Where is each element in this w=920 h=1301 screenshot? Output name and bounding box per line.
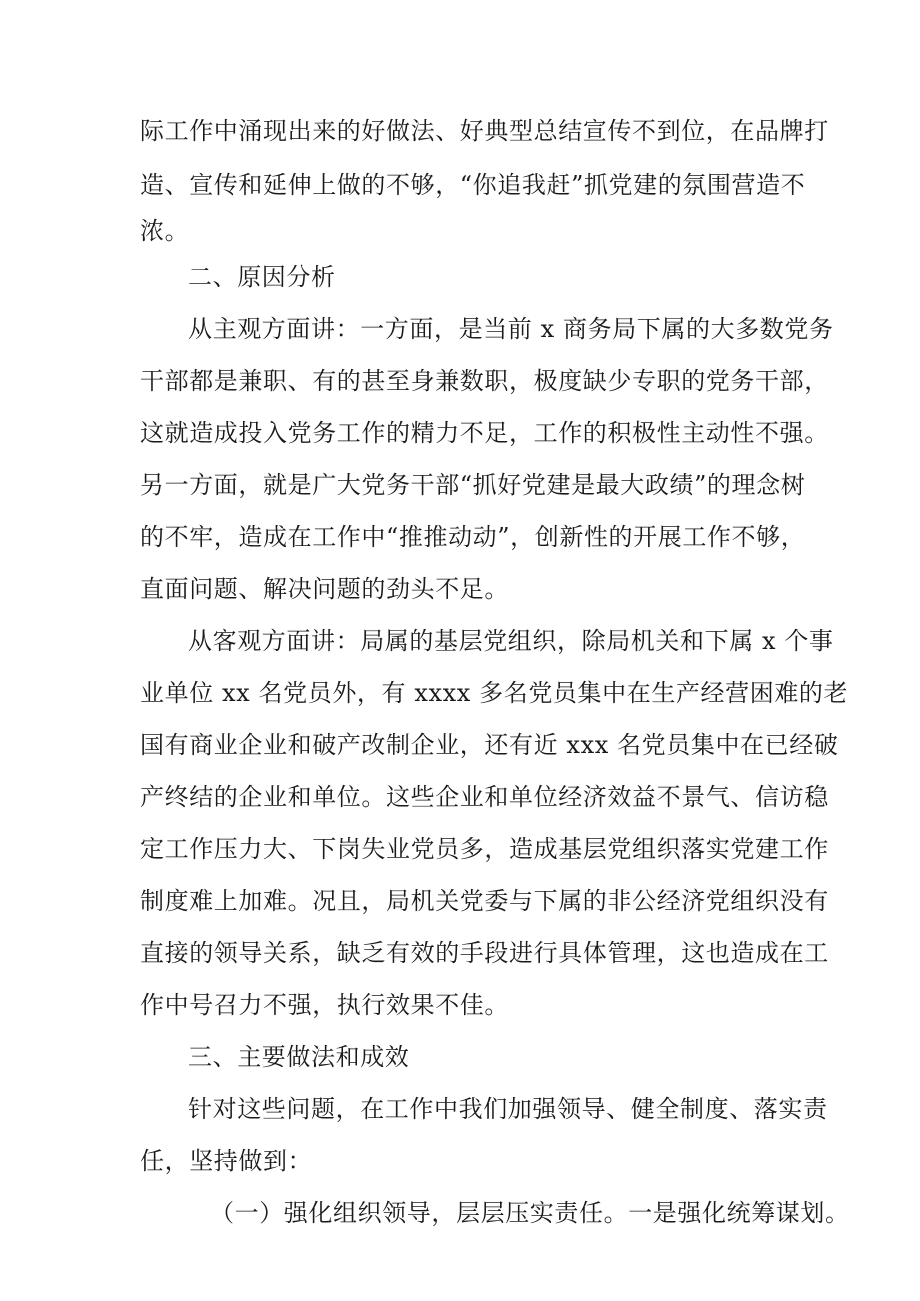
paragraph-line: 浓。 (140, 217, 190, 245)
paragraph-line: 从客观方面讲：局属的基层党组织，除局机关和下属 x 个事 (188, 627, 834, 655)
section-heading: 二、原因分析 (188, 263, 336, 291)
paragraph-line: 作中号召力不强，执行效果不佳。 (140, 991, 509, 1019)
paragraph-line: 国有商业企业和破产改制企业，还有近 xxx 名党员集中在已经破 (140, 731, 839, 759)
paragraph-line: 产终结的企业和单位。这些企业和单位经济效益不景气、信访稳 (140, 783, 829, 811)
paragraph-line: 制度难上加难。况且，局机关党委与下属的非公经济党组织没有 (140, 887, 829, 915)
paragraph-line: 针对这些问题，在工作中我们加强领导、健全制度、落实责 (188, 1095, 828, 1123)
paragraph-line: 任，坚持做到： (140, 1147, 313, 1175)
section-heading: 三、主要做法和成效 (188, 1043, 410, 1071)
paragraph-line: 造、宣传和延伸上做的不够，“你追我赶”抓党建的氛围营造不 (140, 171, 806, 199)
paragraph-line: 直面问题、解决问题的劲头不足。 (140, 575, 509, 603)
paragraph-line: 际工作中涌现出来的好做法、好典型总结宣传不到位，在品牌打 (140, 117, 829, 145)
paragraph-line: 这就造成投入党务工作的精力不足，工作的积极性主动性不强。 (140, 419, 829, 447)
paragraph-line: 业单位 xx 名党员外，有 xxxx 多名党员集中在生产经营困难的老 (140, 679, 849, 707)
paragraph-line: 另一方面，就是广大党务干部“抓好党建是最大政绩”的理念树 (140, 471, 806, 499)
paragraph-line: 的不牢，造成在工作中“推推动动”，创新性的开展工作不够， (140, 523, 806, 551)
paragraph-line: 定工作压力大、下岗失业党员多，造成基层党组织落实党建工作 (140, 835, 829, 863)
paragraph-line: 直接的领导关系，缺乏有效的手段进行具体管理，这也造成在工 (140, 939, 829, 967)
subsection-line: （一）强化组织领导，层层压实责任。一是强化统筹谋划。 (210, 1199, 850, 1227)
paragraph-line: 干部都是兼职、有的甚至身兼数职，极度缺少专职的党务干部， (140, 367, 829, 395)
paragraph-line: 从主观方面讲：一方面，是当前 x 商务局下属的大多数党务 (188, 315, 834, 343)
